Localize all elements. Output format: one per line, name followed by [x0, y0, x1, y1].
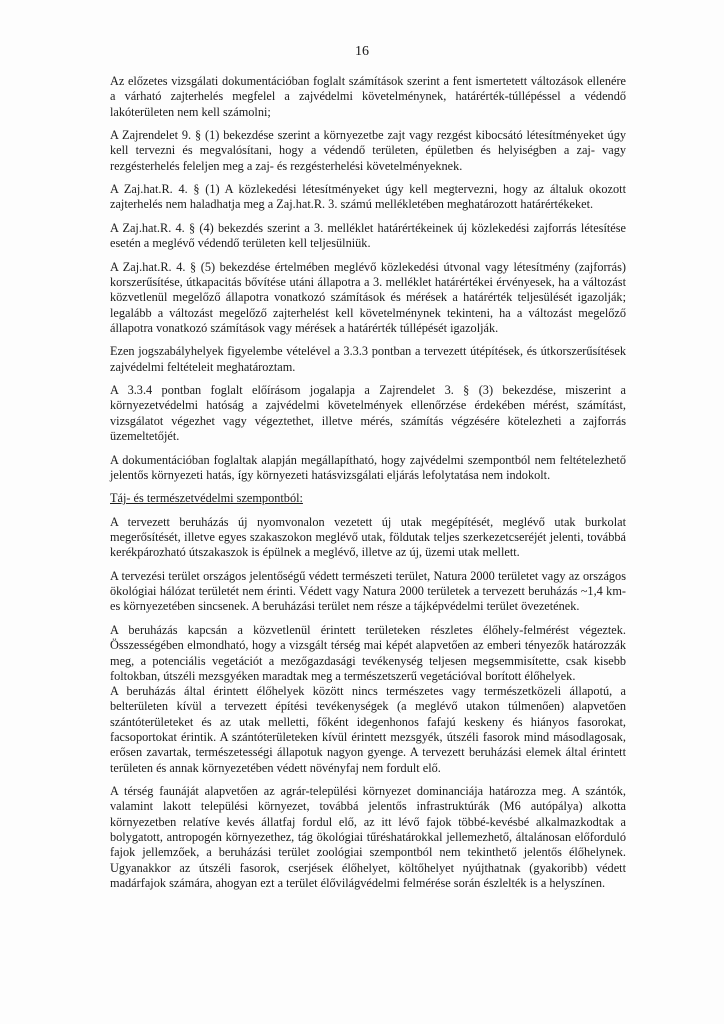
paragraph-legal-basis-3-3-4: A 3.3.4 pontban foglalt előírásom jogalapja a Zajrendelet 3. § (3) bekezdése, miszerint a környezetvédelmi hatóság a zajvédelmi követelmények ellenőrzése érdekében mérést, számítást, vizsgálatot végezhet vagy végeztethet, illetve mérés, számítás végzésére kötelezheti a zajforrás üzemeltetőjét. — [110, 383, 626, 444]
paragraph-planned-investment: A tervezett beruházás új nyomvonalon vezetett új utak megépítését, meglévő utak burkolat megerősítését, illetve egyes szakaszokon meglévő utak, földutak teljes szerkezetcseréjét jelenti, továbbá kerékpározható útszakaszok is épülnek a meglévő, illetve az új, üzemi utak mellett. — [110, 514, 626, 560]
page-content — [110, 74, 626, 899]
paragraph-zajrendelet-9-1: A Zajrendelet 9. § (1) bekezdése szerint a környezetbe zajt vagy rezgést kibocsátó létesítményeket úgy kell tervezni és megvalósítani, hogy a védendő területen, épületben és helyiségben a zaj- vagy rezgésterhelés feleljen meg a zaj- és rezgésterhelési követelményeknek. — [110, 128, 626, 173]
section-heading-landscape-nature: Táj- és természetvédelmi szempontból: — [110, 491, 303, 506]
paragraph-noise-conclusion: A dokumentációban foglaltak alapján megállapítható, hogy zajvédelmi szempontból nem feltételezhető jelentős környezeti hatás, így környezeti hatásvizsgálati eljárás lefolytatása nem indokolt. — [110, 452, 626, 482]
paragraph-noise-forecast: Az előzetes vizsgálati dokumentációban foglalt számítások szerint a fent ismertetett változások ellenére a várható zajterhelés megfelel a zajvédelmi követelménynek, határérték-túllépéssel a védendő lakóterületen nem kell számolni; — [110, 74, 626, 119]
paragraph-habitat-survey: A beruházás kapcsán a közvetlenül érintett területeken részletes élőhely-felmérést végeztek. Összességében elmondható, hogy a vizsgált térség mai képét alapvetően az emberi tényezők határozzák meg, a potenciális vegetációt a mezőgazdasági tevékenység teljesen megsemmisítette, csak kisebb foltokban, útszéli mezsgyéken maradtak meg a természetszerű vegetációval borított élőhelyek. — [110, 622, 626, 683]
paragraph-conditions-3-3-3: Ezen jogszabályhelyek figyelembe vételével a 3.3.3 pontban a tervezett útépítések, és útkorszerűsítések zajvédelmi feltételeit meghatároztam. — [110, 344, 626, 374]
paragraph-protected-areas: A tervezési terület országos jelentőségű védett természeti terület, Natura 2000 területet vagy az országos ökológiai hálózat területét nem érinti. Védett vagy Natura 2000 területek a tervezett beruházás ~1,4 km-es környezetében sincsenek. A beruházási terület nem része a tájképvédelmi terület övezetének. — [110, 568, 626, 614]
paragraph-zajhatr-4-5: A Zaj.hat.R. 4. § (5) bekezdése értelmében meglévő közlekedési útvonal vagy létesítmény (zajforrás) korszerűsítése, útkapacitás bővítése utáni állapotra a 3. melléklet határértékei érvényesek, ha a változást közvetlenül megelőző állapotra vonatkozó számítások és mérések a határérték teljesülését igazolják; legalább a változást megelőző zajterhelést kell követelménynek tekinteni, ha a változást megelőző állapotra vonatkozó számítások vagy mérések a határérték túllépését igazolják. — [110, 259, 626, 335]
paragraph-zajhatr-4-4: A Zaj.hat.R. 4. § (4) bekezdés szerint a 3. melléklet határértékeinek új közlekedési zajforrás létesítése esetén a meglévő védendő területen kell teljesülniük. — [110, 220, 626, 251]
paragraph-zajhatr-4-1: A Zaj.hat.R. 4. § (1) A közlekedési létesítményeket úgy kell megtervezni, hogy az általuk okozott zajterhelés nem haladhatja meg a Zaj.hat.R. 3. számú mellékletében meghatározott határértékeket. — [110, 182, 626, 212]
page-number: 16 — [355, 44, 369, 59]
paragraph-fauna: A térség faunáját alapvetően az agrár-települési környezet dominanciája határozza meg. A szántók, valamint lakott települési környezet, továbbá jelentős infrastruktúrák (M6 autópálya) alkotta környezetben relatíve kevés állatfaj fordul elő, az itt lévő fajok többé-kevésbé alkalmazkodtak a bolygatott, antropogén környezethez, tág ökológiai tűréshatárokkal jellemezhető, általánosan előforduló fajok jellemzőek, a beruházási terület zoológiai szempontból nem tekinthető jelentős élőhelynek. Ugyanakkor az útszéli fasorok, cserjések élőhelyet, költőhelyet nyújthatnak (gyakoribb) védett madárfajok számára, ahogyan ezt a terület élővilágvédelmi felmérése során észlelték is a helyszínen. — [110, 784, 626, 890]
paragraph-habitat-condition: A beruházás által érintett élőhelyek között nincs természetes vagy természetközeli állapotú, a belterületen kívül a tervezett építési tevékenységek (a meglévő utakon túlmenően) alapvetően szántóterületeket és az utak melletti, főként idegenhonos fafajú keskeny és hiányos fasorokat, facsoportokat érintik. A szántóterületeken kívül érintett mezsgyék, útszéli fasorok mind másodlagosak, erősen zavartak, természetességi állapotuk nagyon gyenge. A tervezett beruházási elemek által érintett területen és annak környezetében védett növényfaj nem fordult elő. — [110, 684, 626, 775]
